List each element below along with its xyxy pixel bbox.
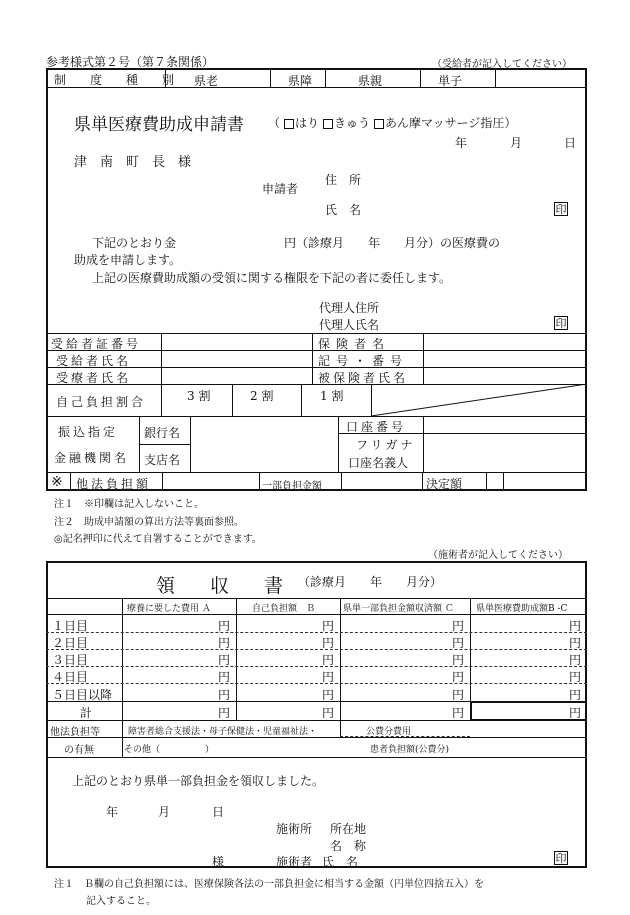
office-mark: ※ (51, 474, 63, 490)
agent-address-label: 代理人住所 (319, 301, 380, 315)
col-header-d: 県単医療費助成額B -C (476, 604, 568, 614)
yen-c-5: 円 (452, 688, 465, 702)
row-label-day5plus: ５日目以降 (52, 688, 113, 702)
copay-ratio-label: 自己負担割合 (56, 395, 147, 409)
copay-ratio-10[interactable]: 1 割 (320, 389, 344, 403)
yen-b-1: 円 (322, 619, 335, 633)
other-law-copay-label: 他法負担額 (76, 477, 152, 491)
yen-d-1: 円 (569, 619, 582, 633)
col-header-b: 自己負担額 Ｂ (252, 604, 316, 614)
account-no-label: 口座番号 (346, 420, 407, 434)
yen-c-total: 円 (452, 706, 465, 720)
applicant-seal: 印 (555, 203, 567, 216)
date-month-label: 月 (510, 136, 523, 150)
applicant-label: 申請者 (262, 182, 299, 196)
receipt-title: 領 収 書 (156, 575, 292, 597)
checkbox-hari[interactable] (284, 119, 294, 129)
receipt-month-label: （診療月 年 月分） (298, 575, 443, 589)
decision-amount-label: 決定額 (426, 477, 463, 491)
yen-a-3: 円 (218, 653, 231, 667)
form-number: 参考様式第２号（第７条関係） (46, 55, 215, 69)
col-header-c: 県単一部負担金額収済額 Ｃ (343, 604, 454, 614)
system-option-kensho[interactable]: 県障 (288, 74, 313, 88)
yen-d-5: 円 (569, 688, 582, 702)
bank-name-label: 銀行名 (144, 426, 181, 440)
received-text: 上記のとおり県単一部負担金を領収しました。 (72, 774, 325, 788)
insured-name-label: 被保険者氏名 (318, 371, 409, 385)
yen-d-4: 円 (569, 670, 582, 684)
recipient-name-label: 受給者氏名 (56, 354, 132, 368)
addressee-sama: 様 (212, 855, 225, 869)
yen-a-total: 円 (218, 706, 231, 720)
copay-ratio-30[interactable]: 3 割 (187, 389, 211, 403)
applicant-address-label: 住 所 (325, 173, 362, 187)
yen-a-4: 円 (218, 670, 231, 684)
system-option-kenshin[interactable]: 県親 (358, 74, 383, 88)
patient-name-label: 受療者氏名 (56, 371, 132, 385)
row-label-day1: １日目 (52, 619, 89, 633)
transfer-label: 振込指定 (58, 425, 119, 439)
symbol-number-label: 記号・番号 (318, 354, 409, 368)
practitioner-seal: 印 (555, 852, 567, 865)
yen-b-3: 円 (322, 653, 335, 667)
col-header-a: 療養に要した費用 Ａ (127, 604, 211, 614)
note-top-3: ◎記名押印に代えて自署することができます。 (54, 534, 262, 545)
account-holder-label: 口座名義人 (348, 456, 409, 470)
yen-c-2: 円 (452, 636, 465, 650)
yen-b-2: 円 (322, 636, 335, 650)
yen-b-5: 円 (322, 688, 335, 702)
yen-d-3: 円 (569, 653, 582, 667)
receipt-date-day: 日 (212, 805, 225, 819)
type-hari: はり (295, 116, 320, 130)
body-line3: 上記の医療費助成額の受領に関する権限を下記の者に委任します。 (92, 271, 452, 285)
treatment-type-group: （ はり きゅう あん摩マッサージ指圧） (268, 116, 517, 130)
receipt-date-year: 年 (106, 805, 119, 819)
yen-d-total: 円 (569, 706, 582, 720)
patient-cost-label: 患者負担額(公費分) (370, 745, 450, 755)
practitioner-label: 施術者 (276, 855, 313, 869)
row-label-day4: ４日目 (52, 670, 89, 684)
type-kyu: きゅう (334, 116, 371, 130)
furigana-label: フリガナ (356, 438, 416, 452)
body-line2: 助成を申請します。 (74, 253, 182, 267)
copay-ratio-20[interactable]: 2 割 (250, 389, 274, 403)
bank-label: 金融機関名 (54, 451, 130, 465)
row-label-day3: ３日目 (52, 653, 89, 667)
system-type-label: 制 度 種 別 (54, 73, 181, 87)
yen-c-1: 円 (452, 619, 465, 633)
body-line1-a: 下記のとおり金 (92, 236, 177, 250)
yen-a-2: 円 (218, 636, 231, 650)
addressee: 津 南 町 長 様 (74, 155, 192, 170)
body-line1-b: 円（診療月 年 月分）の医療費の (284, 236, 501, 250)
diagonal-strike (371, 384, 587, 416)
yen-a-5: 円 (218, 688, 231, 702)
recipient-note: （受給者が記入してください） (432, 59, 572, 70)
type-anma: あん摩マッサージ指圧 (385, 116, 505, 130)
agent-name-label: 代理人氏名 (319, 318, 380, 332)
facility-label: 施術所 (276, 822, 313, 836)
yen-b-4: 円 (322, 670, 335, 684)
yen-a-1: 円 (218, 619, 231, 633)
public-cost-label: 公費分費用 (366, 727, 412, 737)
system-option-tanshi[interactable]: 単子 (438, 74, 463, 88)
other-law-label-1: 他法負担等 (50, 727, 100, 738)
checkbox-kyu[interactable] (323, 119, 333, 129)
application-title: 県単医療費助成申請書 (74, 115, 244, 135)
note-bottom-2: 記入すること。 (86, 896, 156, 907)
date-year-label: 年 (455, 136, 468, 150)
note-top-2: 注２ 助成申請額の算出方法等裏面参照。 (54, 517, 244, 528)
facility-name-label: 名 称 (330, 839, 367, 853)
yen-c-4: 円 (452, 670, 465, 684)
yen-d-2: 円 (569, 636, 582, 650)
practitioner-name-label: 氏 名 (322, 855, 359, 869)
yen-b-total: 円 (322, 706, 335, 720)
practitioner-note: （施術者が記入してください） (428, 550, 568, 561)
row-label-day2: ２日目 (52, 636, 89, 650)
checkbox-anma[interactable] (374, 119, 384, 129)
other-law-text-2: その他（ ） (124, 745, 215, 755)
partial-copay-label: 一部負担金額 (262, 481, 322, 492)
note-top-1: 注１ ※印欄は記入しないこと。 (54, 499, 204, 510)
yen-c-3: 円 (452, 653, 465, 667)
agent-seal: 印 (555, 317, 567, 330)
facility-location-label: 所在地 (330, 822, 367, 836)
recipient-cert-no-label: 受給者証番号 (51, 337, 142, 351)
system-option-kenro[interactable]: 県老 (194, 74, 219, 88)
date-day-label: 日 (564, 136, 577, 150)
other-law-label-2: の有無 (64, 745, 94, 756)
other-law-text-1: 障害者総合支援法・母子保健法・児童福祉法・ (128, 727, 318, 737)
receipt-date-month: 月 (158, 805, 171, 819)
insurer-label: 保険者名 (318, 337, 391, 351)
note-bottom-1: 注１ Ｂ欄の自己負担額には、医療保険各法の一部負担金に相当する金額（円単位四捨五入）を (54, 879, 484, 890)
row-label-total: 計 (80, 706, 93, 720)
branch-name-label: 支店名 (144, 453, 181, 467)
applicant-name-label: 氏 名 (325, 203, 362, 217)
